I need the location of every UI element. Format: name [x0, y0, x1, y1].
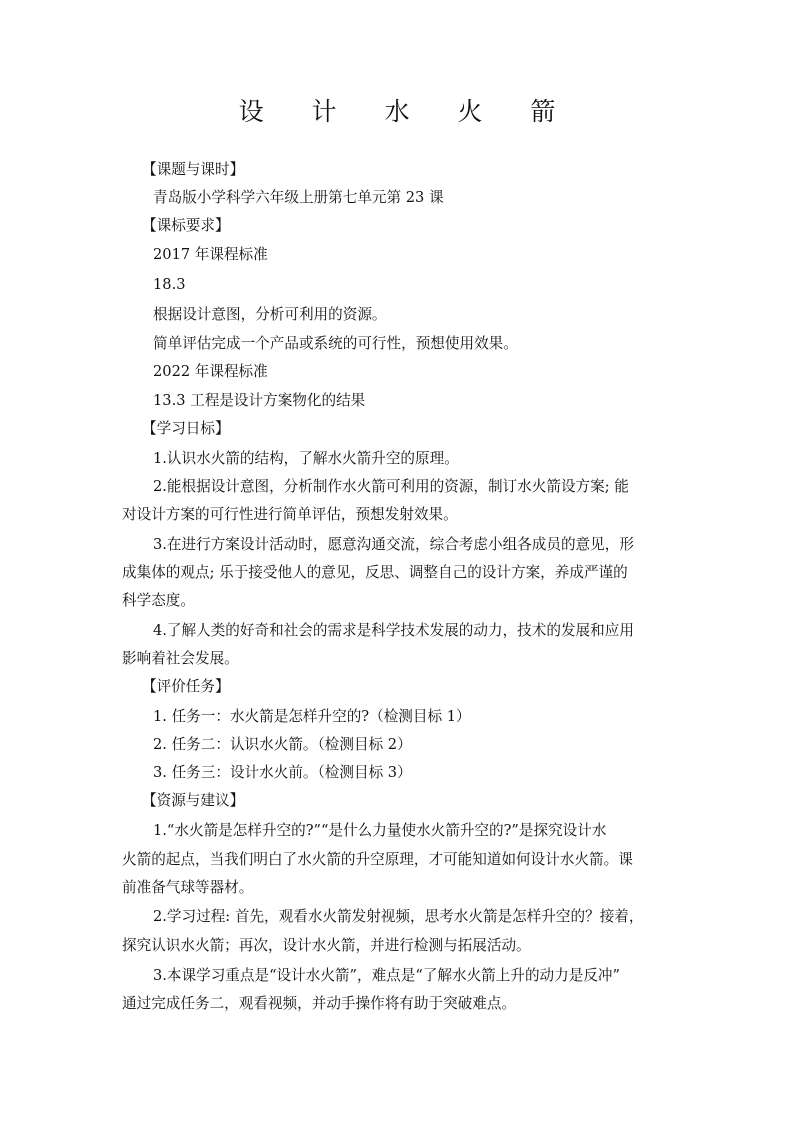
goal-1: 1.认识水火箭的结构，了解水火箭升空的原理。 — [153, 450, 459, 467]
standards-2022: 2022 年课程标准 — [153, 363, 268, 380]
heading-standards: 【课标要求】 — [142, 217, 230, 234]
task-1: 1. 任务一：水火箭是怎样升空的?（检测目标 1） — [153, 708, 471, 725]
heading-goals: 【学习日标】 — [142, 420, 230, 437]
lesson-text: 青岛版小学科学六年级上册第七单元第 23 课 — [153, 189, 444, 206]
heading-resources: 【资源与建议】 — [142, 792, 245, 809]
goal-2-line-1: 2.能根据设计意图，分析制作水火箭可利用的资源，制订水火箭设方案; 能 — [153, 478, 629, 495]
standards-req3: 13.3 工程是设计方案物化的结果 — [153, 392, 366, 409]
resource-3-line-2: 通过完成任务二，观看视频，并动手操作将有助于突破难点。 — [122, 995, 517, 1012]
resource-2-line-1: 2.学习过程: 首先，观看水火箭发射视频，思考水火箭是怎样升空的？接着， — [153, 908, 644, 925]
heading-tasks: 【评价任务】 — [142, 678, 230, 695]
resource-2-line-2: 探究认识水火箭；再次，设计水火箭，并进行检测与拓展活动。 — [122, 937, 531, 954]
resource-1-line-2: 火箭的起点，当我们明白了水火箭的升空原理，才可能知道如何设计水火箭。课 — [122, 851, 633, 868]
goal-4-line-1: 4.了解人类的好奇和社会的需求是科学技术发展的动力，技术的发展和应用 — [153, 622, 634, 639]
goal-4-line-2: 影响着社会发展。 — [122, 650, 239, 667]
goal-2-line-2: 对设计方案的可行性进行简单评估，预想发射效果。 — [122, 506, 458, 523]
standards-2017: 2017 年课程标准 — [153, 246, 268, 263]
goal-3-line-3: 科学态度。 — [122, 592, 195, 609]
task-3: 3. 任务三：设计水火前。（检测目标 3） — [153, 764, 412, 781]
resource-3-line-1: 3.本课学习重点是“设计水火箭”，难点是“了解水火箭上升的动力是反冲” — [153, 967, 620, 984]
resource-1-line-3: 前准备气球等器材。 — [122, 879, 254, 896]
heading-lesson: 【课题与课时】 — [142, 161, 245, 178]
standards-code: 18.3 — [153, 276, 186, 293]
goal-3-line-2: 成集体的观点; 乐于接受他人的意见，反思、调整自己的设计方案，养成严谨的 — [122, 564, 628, 581]
standards-req1: 根据设计意图，分析可利用的资源。 — [153, 306, 387, 323]
standards-req2: 简单评估完成一个产品或系统的可行性，预想使用效果。 — [153, 335, 518, 352]
resource-1-line-1: 1.“水火箭是怎样升空的?”“是什么力量使水火箭升空的?”是探究设计水 — [153, 822, 607, 839]
task-2: 2. 任务二：认识水火箭。（检测目标 2） — [153, 736, 412, 753]
goal-3-line-1: 3.在进行方案设计活动时，愿意沟通交流，综合考虑小组各成员的意见，形 — [153, 536, 634, 553]
document-title: 设 计 水 火 箭 — [238, 97, 576, 126]
